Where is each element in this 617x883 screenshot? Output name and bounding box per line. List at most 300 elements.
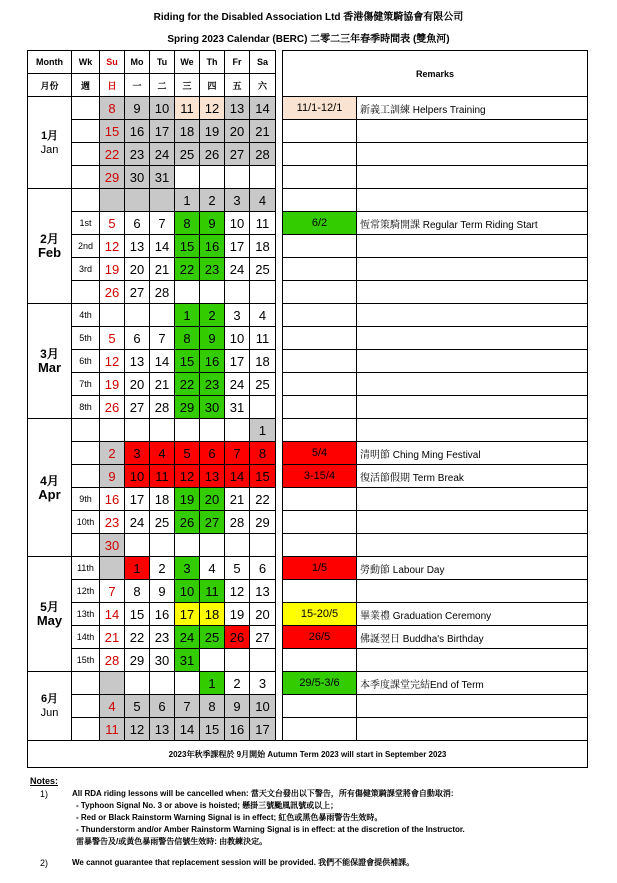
day-cell: 14 [150,235,175,258]
day-cell: 24 [150,143,175,166]
week-label [72,189,100,212]
week-label [72,442,100,465]
table-row [28,189,588,212]
remark-text [357,534,588,557]
day-cell [125,672,150,695]
separator-cell [276,373,283,396]
day-cell: 25 [250,373,276,396]
day-cell [125,189,150,212]
remark-text [357,281,588,304]
column-header: Sa [250,51,276,74]
table-row [28,281,588,304]
day-cell [250,166,276,189]
month-label [28,189,72,304]
day-cell: 22 [175,373,200,396]
week-label: 1st [72,212,100,235]
table-row [28,327,588,350]
separator-cell [276,488,283,511]
day-cell: 31 [225,396,250,419]
day-cell: 6 [125,327,150,350]
separator-cell [276,672,283,695]
separator-cell [276,534,283,557]
day-cell: 23 [150,626,175,649]
day-cell: 29 [100,166,125,189]
day-cell: 3 [250,672,276,695]
column-header-zh: 六 [250,74,276,97]
day-cell: 4 [100,695,125,718]
day-cell: 9 [225,695,250,718]
day-cell [150,672,175,695]
day-cell: 1 [250,419,276,442]
remark-text: 清明節 Ching Ming Festival [357,442,588,465]
day-cell: 11 [150,465,175,488]
day-cell: 24 [225,258,250,281]
day-cell: 18 [150,488,175,511]
table-row [28,258,588,281]
day-cell: 27 [250,626,276,649]
week-label [72,143,100,166]
day-cell [200,419,225,442]
day-cell: 31 [175,649,200,672]
day-cell [225,534,250,557]
day-cell: 21 [250,120,276,143]
week-label [72,166,100,189]
day-cell: 10 [150,97,175,120]
separator-cell [276,189,283,212]
day-cell: 15 [175,235,200,258]
day-cell: 7 [150,212,175,235]
remark-date [283,649,357,672]
day-cell: 30 [100,534,125,557]
day-cell [175,419,200,442]
day-cell: 16 [225,718,250,741]
day-cell [250,281,276,304]
day-cell: 13 [125,350,150,373]
remark-text [357,350,588,373]
separator-cell [276,212,283,235]
day-cell [175,534,200,557]
month-label-en: Jun [40,707,59,719]
month-label [28,304,72,419]
day-cell [125,534,150,557]
remark-date [283,235,357,258]
day-cell: 12 [225,580,250,603]
remark-date: 5/4 [283,442,357,465]
day-cell: 19 [100,373,125,396]
day-cell [175,166,200,189]
separator-cell [276,626,283,649]
separator-cell [276,120,283,143]
column-header-zh: 四 [200,74,225,97]
day-cell: 11 [200,580,225,603]
day-cell: 2 [225,672,250,695]
day-cell: 17 [225,350,250,373]
week-label [72,120,100,143]
remark-date: 11/1-12/1 [283,97,357,120]
day-cell: 21 [150,258,175,281]
remark-text [357,718,588,741]
day-cell: 22 [125,626,150,649]
day-cell: 4 [250,304,276,327]
day-cell: 16 [200,235,225,258]
table-row [28,488,588,511]
week-label [72,718,100,741]
day-cell [150,419,175,442]
week-label [72,534,100,557]
remark-date: 1/5 [283,557,357,580]
day-cell: 10 [250,695,276,718]
day-cell: 9 [150,580,175,603]
day-cell: 24 [125,511,150,534]
column-header-zh: 日 [100,74,125,97]
day-cell: 15 [125,603,150,626]
day-cell: 21 [150,373,175,396]
remark-date: 3-15/4 [283,465,357,488]
day-cell: 19 [200,120,225,143]
day-cell: 17 [225,235,250,258]
note-item [30,824,610,836]
day-cell: 11 [175,97,200,120]
remark-date [283,258,357,281]
day-cell: 1 [175,189,200,212]
remark-text [357,695,588,718]
month-label [28,97,72,189]
day-cell [225,649,250,672]
notes-section [30,775,610,869]
day-cell: 5 [225,557,250,580]
remark-text: 復活節假期 Term Break [357,465,588,488]
day-cell [125,419,150,442]
day-cell: 14 [250,97,276,120]
day-cell [100,419,125,442]
column-header-zh: 五 [225,74,250,97]
table-row [28,557,588,580]
day-cell: 19 [100,258,125,281]
remark-date [283,419,357,442]
day-cell: 6 [200,442,225,465]
month-label [28,672,72,741]
day-cell: 27 [125,281,150,304]
day-cell: 8 [250,442,276,465]
day-cell [100,557,125,580]
month-label [28,419,72,557]
remark-date [283,373,357,396]
table-row [28,649,588,672]
day-cell [175,281,200,304]
week-label: 14th [72,626,100,649]
remark-text [357,580,588,603]
day-cell: 13 [125,235,150,258]
week-label [72,695,100,718]
day-cell: 15 [175,350,200,373]
day-cell: 13 [225,97,250,120]
day-cell [175,672,200,695]
remark-text: 本季度課堂完結End of Term [357,672,588,695]
table-row [28,718,588,741]
separator-cell [276,718,283,741]
day-cell: 15 [200,718,225,741]
separator-cell [276,511,283,534]
table-row [28,235,588,258]
day-cell: 10 [175,580,200,603]
day-cell: 25 [175,143,200,166]
week-label [72,419,100,442]
day-cell: 17 [175,603,200,626]
day-cell: 9 [200,212,225,235]
week-label: 2nd [72,235,100,258]
day-cell [200,534,225,557]
column-header: Th [200,51,225,74]
day-cell: 25 [250,258,276,281]
column-header: Wk [72,51,100,74]
day-cell: 20 [225,120,250,143]
day-cell: 23 [125,143,150,166]
remark-date: 6/2 [283,212,357,235]
week-label [72,97,100,120]
month-label [28,557,72,672]
table-row [28,442,588,465]
day-cell: 21 [225,488,250,511]
remark-text [357,120,588,143]
separator-cell [276,396,283,419]
day-cell: 16 [200,350,225,373]
day-cell [200,649,225,672]
week-label [72,672,100,695]
separator-cell [276,143,283,166]
week-label [72,465,100,488]
day-cell: 23 [100,511,125,534]
day-cell: 30 [125,166,150,189]
week-label: 8th [72,396,100,419]
remark-text [357,258,588,281]
day-cell: 16 [125,120,150,143]
day-cell: 25 [200,626,225,649]
remark-date [283,511,357,534]
day-cell: 27 [200,511,225,534]
day-cell: 18 [250,235,276,258]
month-label-zh: 6月 [40,693,59,705]
day-cell: 5 [100,212,125,235]
note-text: - Thunderstorm and/or Amber Rainstorm Warning Signal is in effect: at the discretion of the Instructor. [76,825,465,834]
note-text: We cannot guarantee that replacement session will be provided. 我們不能保證會提供補課。 [72,858,415,867]
day-cell: 20 [125,258,150,281]
separator-cell [276,442,283,465]
remark-date [283,143,357,166]
day-cell: 25 [150,511,175,534]
day-cell: 10 [125,465,150,488]
day-cell: 5 [125,695,150,718]
day-cell: 6 [125,212,150,235]
remark-text: 恆常策騎開課 Regular Term Riding Start [357,212,588,235]
table-row [28,603,588,626]
remark-text [357,419,588,442]
day-cell: 8 [175,212,200,235]
day-cell: 30 [200,396,225,419]
table-row [28,695,588,718]
table-row [28,166,588,189]
note-text: - Red or Black Rainstorm Warning Signal is in effect; 紅色或黑色暴雨警告生效時。 [76,813,383,822]
day-cell: 28 [225,511,250,534]
remark-text [357,511,588,534]
month-label-en: May [36,613,63,628]
separator-cell [276,235,283,258]
day-cell: 22 [175,258,200,281]
table-row [28,373,588,396]
day-cell: 10 [225,327,250,350]
note-item [30,788,610,800]
month-label-zh: 1月 [40,129,59,142]
remark-text [357,488,588,511]
month-label-zh: 3月 [40,347,59,361]
day-cell: 4 [200,557,225,580]
separator-cell [276,51,283,97]
day-cell: 26 [200,143,225,166]
day-cell [225,281,250,304]
week-label: 6th [72,350,100,373]
day-cell: 9 [200,327,225,350]
day-cell: 14 [225,465,250,488]
month-label-en: Mar [37,360,62,375]
day-cell [200,281,225,304]
remark-text [357,189,588,212]
week-label: 4th [72,304,100,327]
day-cell: 3 [175,557,200,580]
day-cell: 26 [100,281,125,304]
day-cell: 7 [225,442,250,465]
remark-text: 新義工訓練 Helpers Training [357,97,588,120]
day-cell: 12 [175,465,200,488]
note-item [30,836,610,848]
column-header-zh: 月份 [28,74,72,97]
day-cell: 23 [200,373,225,396]
separator-cell [276,97,283,120]
remark-date [283,166,357,189]
day-cell: 4 [150,442,175,465]
remark-date [283,350,357,373]
note-text: - Typhoon Signal No. 3 or above is hoisted; 懸掛三號颱風訊號或以上； [76,801,339,810]
day-cell: 30 [150,649,175,672]
remark-text [357,235,588,258]
day-cell [150,189,175,212]
remark-date [283,281,357,304]
column-header: We [175,51,200,74]
table-row [28,304,588,327]
day-cell [100,304,125,327]
separator-cell [276,419,283,442]
autumn-term-note: 2023年秋季課程於 9月開始 Autumn Term 2023 will start in September 2023 [28,741,588,768]
day-cell: 7 [100,580,125,603]
remark-date [283,189,357,212]
column-header: Fr [225,51,250,74]
day-cell: 26 [225,626,250,649]
column-header-zh: 一 [125,74,150,97]
week-label: 3rd [72,258,100,281]
day-cell: 1 [175,304,200,327]
column-header: Mo [125,51,150,74]
day-cell: 5 [100,327,125,350]
day-cell: 18 [250,350,276,373]
day-cell: 7 [175,695,200,718]
calendar-subtitle: Spring 2023 Calendar (BERC) 二零二三年春季時間表 (雙魚河) [167,34,450,45]
table-row [28,143,588,166]
note-item [30,800,610,812]
day-cell: 14 [150,350,175,373]
day-cell: 29 [125,649,150,672]
day-cell: 13 [200,465,225,488]
remark-date: 26/5 [283,626,357,649]
day-cell: 28 [100,649,125,672]
separator-cell [276,649,283,672]
day-cell: 14 [175,718,200,741]
table-row [28,672,588,695]
day-cell [250,649,276,672]
day-cell: 1 [200,672,225,695]
day-cell [250,534,276,557]
day-cell: 2 [150,557,175,580]
separator-cell [276,327,283,350]
remark-text [357,166,588,189]
month-label-zh: 4月 [40,473,59,488]
week-label: 15th [72,649,100,672]
day-cell: 27 [225,143,250,166]
remarks-header: Remarks [283,51,588,97]
day-cell: 26 [175,511,200,534]
note-text: All RDA riding lessons will be cancelled when: 當天文台發出以下警告，所有傷健策騎課堂將會自動取消: [72,789,454,798]
day-cell: 14 [100,603,125,626]
day-cell: 15 [250,465,276,488]
day-cell: 12 [100,350,125,373]
calendar-table [27,50,588,768]
day-cell: 15 [100,120,125,143]
table-row [28,97,588,120]
day-cell: 2 [100,442,125,465]
remark-date [283,120,357,143]
day-cell [225,166,250,189]
remark-date [283,695,357,718]
table-row [28,396,588,419]
day-cell: 22 [100,143,125,166]
day-cell: 11 [250,327,276,350]
day-cell: 16 [100,488,125,511]
day-cell: 28 [150,281,175,304]
day-cell: 17 [150,120,175,143]
notes-title: Notes: [30,776,59,786]
day-cell [100,189,125,212]
day-cell: 8 [175,327,200,350]
separator-cell [276,281,283,304]
column-header-zh: 週 [72,74,100,97]
week-label: 12th [72,580,100,603]
day-cell: 5 [175,442,200,465]
day-cell: 8 [125,580,150,603]
month-label-zh: 5月 [40,600,59,614]
day-cell: 18 [200,603,225,626]
day-cell: 13 [150,718,175,741]
separator-cell [276,557,283,580]
day-cell: 3 [125,442,150,465]
day-cell: 12 [125,718,150,741]
column-header: Month [28,51,72,74]
day-cell: 7 [150,327,175,350]
day-cell: 2 [200,304,225,327]
day-cell: 2 [200,189,225,212]
note-item [30,857,610,869]
day-cell: 8 [100,97,125,120]
remark-date: 15-20/5 [283,603,357,626]
remark-text [357,396,588,419]
week-label: 7th [72,373,100,396]
day-cell [125,304,150,327]
